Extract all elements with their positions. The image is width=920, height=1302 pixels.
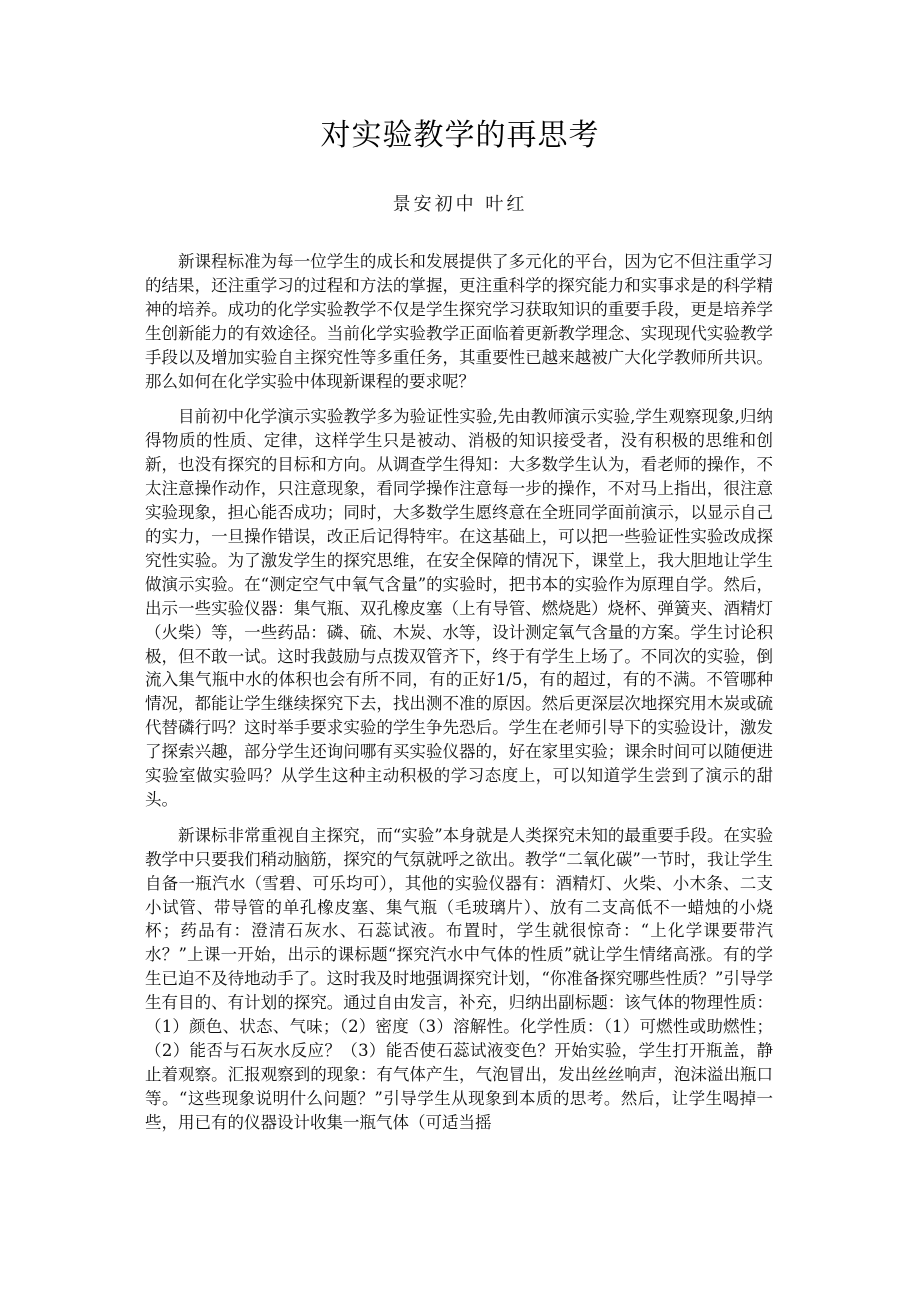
paragraph-intro: 新课程标准为每一位学生的成长和发展提供了多元化的平台，因为它不但注重学习的结果，还注重学习的过程和方法的掌握，更注重科学的探究能力和实事求是的科学精神的培养。成功的化学实验教学不仅是学生探究学习获取知识的重要手段，更是培养学生创新能力的有效途径。当前化学实验教学正面临着更新教学理念、实现现代实验教学手段以及增加实验自主探究性等多重任务，其重要性已越来越被广大化学教师所共识。那么如何在化学实验中体现新课程的要求呢？: [145, 252, 773, 391]
document-author: 景安初中 叶红: [392, 194, 528, 215]
paragraph-demonstration-experiments: 目前初中化学演示实验教学多为验证性实验,先由教师演示实验,学生观察现象,归纳得物质的性质、定律，这样学生只是被动、消极的知识接受者，没有积极的思维和创新，也没有探究的目标和方向。从调查学生得知：大多数学生认为，看老师的操作，不太注意操作动作，只注意现象，看同学操作注意每一步的操作，不对马上指出，很注意实验现象，担心能否成功；同时，大多数学生愿终意在全班同学面前演示，以显示自己的实力，一旦操作错误，改正后记得特牢。在这基础上，可以把一些验证性实验改成探究性实验。为了激发学生的探究思维，在安全保障的情况下，课堂上，我大胆地让学生做演示实验。在“测定空气中氧气含量”的实验时，把书本的实验作为原理自学。然后，出示一些实验仪器：集气瓶、双孔橡皮塞（上有导管、燃烧匙）烧杯、弹簧夹、酒精灯（火柴）等，一些药品：磷、硫、木炭、水等，设计测定氧气含量的方案。学生讨论积极，但不敢一试。这时我鼓励与点拨双管齐下，终于有学生上场了。不同次的实验，倒流入集气瓶中水的体积也会有所不同，有的正好1/5，有的超过，有的不满。不管哪种情况，都能让学生继续探究下去，找出测不准的原因。然后更深层次地探究用木炭或硫代替磷行吗？这时举手要求实验的学生争先恐后。学生在老师引导下的实验设计，激发了探索兴趣，部分学生还询问哪有买实验仪器的，好在家里实验；课余时间可以随便进实验室做实验吗？从学生这种主动积极的学习态度上，可以知道学生尝到了演示的甜头。: [145, 407, 773, 809]
document-title: 对实验教学的再思考: [320, 118, 600, 153]
paragraph-inquiry-soda: 新课标非常重视自主探究，而“实验”本身就是人类探究未知的最重要手段。在实验教学中只要我们稍动脑筋，探究的气氛就呼之欲出。教学“二氧化碳”一节时，我让学生自备一瓶汽水（雪碧、可乐均可），其他的实验仪器有：酒精灯、火柴、小木条、二支小试管、带导管的单孔橡皮塞、集气瓶（毛玻璃片）、放有二支高低不一蜡烛的小烧杯；药品有：澄清石灰水、石蕊试液。布置时，学生就很惊奇：“上化学课要带汽水？”上课一开始，出示的课标题“探究汽水中气体的性质”就让学生情绪高涨。有的学生已迫不及待地动手了。这时我及时地强调探究计划，“你准备探究哪些性质？”引导学生有目的、有计划的探究。通过自由发言，补充，归纳出副标题：该气体的物理性质：（1）颜色、状态、气味；（2）密度（3）溶解性。化学性质：（1）可燃性或助燃性；（2）能否与石灰水反应？（3）能否使石蕊试液变色？开始实验，学生打开瓶盖，静止着观察。汇报观察到的现象：有气体产生，气泡冒出，发出丝丝响声，泡沫溢出瓶口等。“这些现象说明什么问题？”引导学生从现象到本质的思考。然后，让学生喝掉一些，用已有的仪器设计收集一瓶气体（可适当摇: [145, 825, 773, 1132]
document-body: [145, 250, 773, 1147]
